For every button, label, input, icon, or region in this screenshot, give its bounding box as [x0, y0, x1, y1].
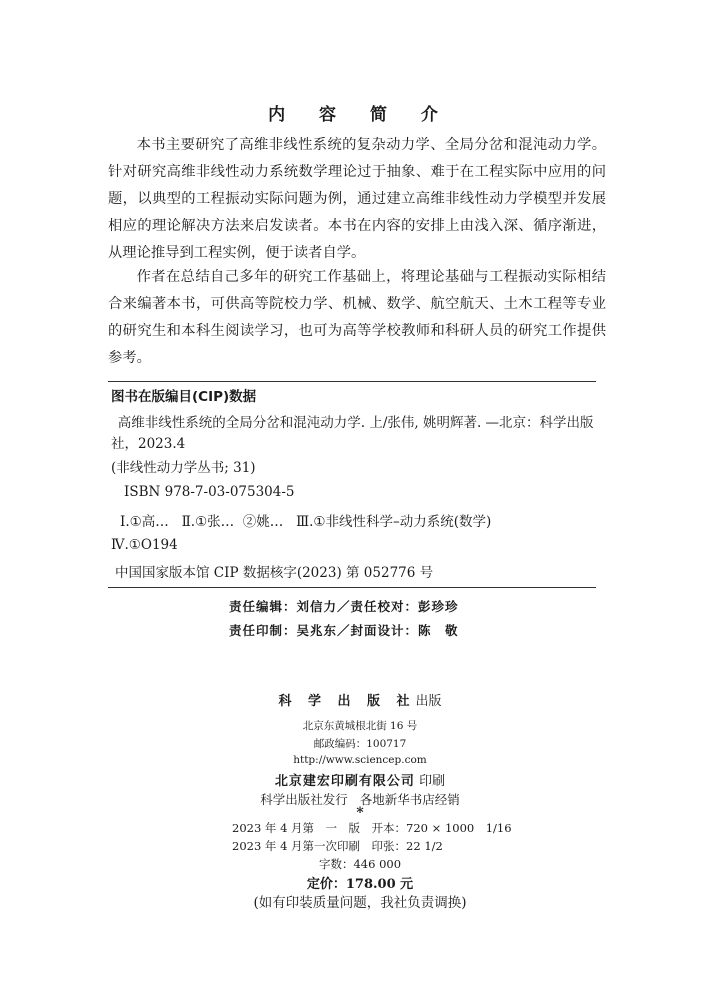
cip-isbn: ISBN 978-7-03-075304-5	[124, 484, 295, 500]
cip-series: (非线性动力学丛书; 31)	[111, 460, 256, 476]
edition-line: 2023 年 4 月第 一 版 开本：720 × 1000 1/16	[232, 821, 512, 835]
cip-heading: 图书在版编目(CIP)数据	[111, 389, 257, 405]
word-count: 字数：446 000	[318, 857, 402, 871]
summary-paragraph-2: 作者在总结自己多年的研究工作基础上，将理论基础与工程振动实际相结合来编著本书，可供高等院校力学、机械、数学、航空航天、土木工程等专业的研究生和本科生阅读学习，也可为高等学校教师和科研人员的研究工作提供参考。	[108, 269, 606, 366]
printer-name: 北京建宏印刷有限公司	[274, 774, 415, 789]
printer-line	[0, 770, 720, 789]
publisher-name: 科 学 出 版 社	[278, 694, 416, 709]
cip-number: 中国国家版本馆 CIP 数据核字(2023) 第 052776 号	[115, 565, 434, 581]
publisher-postcode: 邮政编码：100717	[313, 738, 407, 750]
summary-paragraph-1: 本书主要研究了高维非线性系统的复杂动力学、全局分岔和混沌动力学。针对研究高维非线性动力系统数学理论过于抽象、难于在工程实际中应用的问题，以典型的工程振动实际问题为例，通过建立高维非线性动力学模型并发展相应的理论解决方法来启发读者。本书在内容的安排上由浅入深、循序渐进，从理论推导到工程实例，便于读者自学。	[108, 137, 606, 261]
separator-star: *	[356, 805, 364, 821]
distribution-left: 科学出版社发行	[260, 792, 348, 807]
distribution-right: 各地新华书店经销	[359, 792, 460, 807]
summary-title: 内 容 简 介	[268, 105, 452, 125]
printing-line: 2023 年 4 月第一次印刷 印张：22 1/2	[232, 839, 443, 853]
publisher-line	[0, 690, 720, 709]
staff-line-1: 责任编辑：刘信力／责任校对：彭珍珍	[229, 599, 459, 614]
publisher-url: http://www.sciencep.com	[293, 754, 427, 766]
cip-classification-1: Ⅰ.①高… Ⅱ.①张… ②姚… Ⅲ.①非线性科学–动力系统(数学)	[120, 514, 492, 530]
cip-bottom-rule	[108, 587, 596, 588]
printer-suffix: 印刷	[419, 774, 446, 789]
staff-line-2: 责任印制：吴兆东／封面设计：陈 敬	[229, 623, 459, 638]
price: 定价：178.00 元	[306, 877, 414, 892]
cip-top-rule	[108, 381, 596, 382]
cip-classification-2: Ⅳ.①O194	[111, 537, 178, 553]
publisher-address: 北京东黄城根北街 16 号	[302, 720, 418, 732]
publisher-suffix: 出版	[415, 694, 442, 709]
quality-note: (如有印装质量问题，我社负责调换)	[253, 895, 467, 911]
cip-description: 高维非线性系统的全局分岔和混沌动力学. 上/张伟, 姚明辉著. —北京：科学出版社，2023.4	[111, 415, 594, 452]
